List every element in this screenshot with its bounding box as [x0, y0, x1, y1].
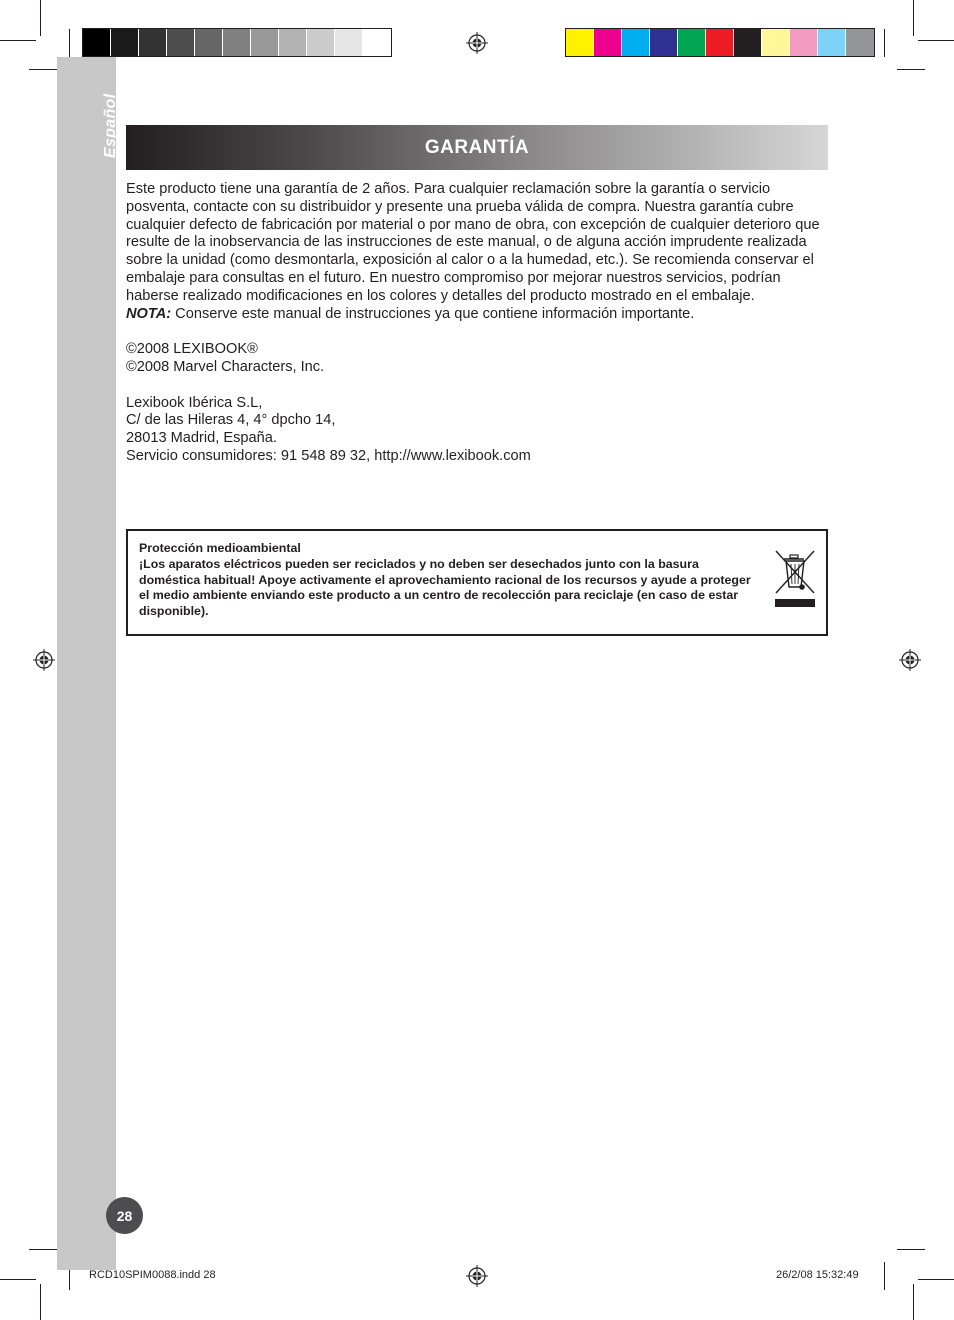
language-label: Español — [102, 93, 119, 158]
crop-mark — [0, 40, 36, 41]
color-swatch — [111, 29, 139, 56]
crop-mark — [0, 1279, 36, 1280]
crop-mark — [918, 1279, 954, 1280]
process-color-bar — [565, 28, 875, 57]
color-swatch — [566, 29, 594, 56]
warranty-body — [126, 181, 826, 466]
color-swatch — [251, 29, 279, 56]
registration-mark-icon — [466, 32, 488, 54]
color-swatch — [846, 29, 874, 56]
crop-mark — [918, 40, 954, 41]
slug-filename: RCD10SPIM0088.indd 28 — [89, 1269, 216, 1281]
address-line: C/ de las Hileras 4, 4° dpcho 14, — [126, 412, 336, 429]
address-line: Servicio consumidores: 91 548 89 32, http://www.lexibook.com — [126, 447, 531, 464]
nota-text: Conserve este manual de instrucciones ya que contiene información importante. — [171, 305, 695, 322]
registration-mark-icon — [899, 649, 921, 671]
color-swatch — [279, 29, 307, 56]
color-swatch — [790, 29, 818, 56]
crop-mark — [913, 0, 914, 36]
crossed-out-wheelie-bin-icon — [772, 549, 818, 611]
address-line: Lexibook Ibérica S.L, — [126, 394, 263, 411]
color-swatch — [706, 29, 734, 56]
color-swatch — [650, 29, 678, 56]
crop-mark — [913, 1284, 914, 1320]
color-swatch — [167, 29, 195, 56]
color-swatch — [307, 29, 335, 56]
crop-mark — [69, 29, 70, 57]
environmental-notice-title: Protección medioambiental — [139, 541, 301, 555]
crop-mark — [29, 1249, 57, 1250]
color-swatch — [734, 29, 762, 56]
color-swatch — [363, 29, 391, 56]
color-swatch — [335, 29, 363, 56]
color-swatch — [139, 29, 167, 56]
slug-timestamp: 26/2/08 15:32:49 — [776, 1269, 859, 1281]
crop-mark — [884, 1262, 885, 1290]
color-swatch — [594, 29, 622, 56]
address-line: 28013 Madrid, España. — [126, 430, 277, 447]
copyright-line: ©2008 LEXIBOOK® — [126, 341, 258, 358]
copyright-line: ©2008 Marvel Characters, Inc. — [126, 358, 325, 375]
warranty-paragraph: Este producto tiene una garantía de 2 años. Para cualquier reclamación sobre la garantía o servicio posventa, contacte con su distribuidor y presente una prueba válida de compra. Nuestra garantía cubre cualquier defecto de fabricación por material o por mano de obra, con excepción de cualquier deterioro que resulte de la inobservancia de las instrucciones de este manual, o de alguna acción imprudente realizada sobre la unidad (como desmontarla, exposición al calor o a la humedad, etc.). Se recomienda conservar el embalaje para consultas en el futuro. En nuestro compromiso por mejorar nuestros servicios, podrían haberse realizado modificaciones en los colores y detalles del producto mostrado en el embalaje. — [126, 181, 820, 304]
crop-mark — [40, 0, 41, 36]
color-swatch — [762, 29, 790, 56]
color-swatch — [223, 29, 251, 56]
section-header-banner — [126, 125, 828, 170]
grayscale-color-bar — [82, 28, 392, 57]
color-swatch — [678, 29, 706, 56]
crop-mark — [884, 29, 885, 57]
page-number: 28 — [106, 1197, 143, 1234]
crop-mark — [29, 69, 57, 70]
color-swatch — [83, 29, 111, 56]
color-swatch — [195, 29, 223, 56]
nota-label: NOTA: — [126, 305, 172, 322]
color-swatch — [622, 29, 650, 56]
language-side-band — [57, 57, 116, 1270]
crop-mark — [40, 1284, 41, 1320]
registration-mark-icon — [466, 1265, 488, 1287]
environmental-notice-body: ¡Los aparatos eléctricos pueden ser reciclados y no deben ser desechados junto con la basura doméstica habitual! Apoye activamente el aprovechamiento racional de los recursos y ayude a proteger el medio ambiente enviando este producto a un centro de recolección para reciclaje (en caso de estar disponible). — [139, 556, 751, 619]
crop-mark — [897, 1249, 925, 1250]
page-title: GARANTÍA — [424, 136, 530, 158]
environmental-notice-text — [139, 541, 759, 620]
crop-mark — [897, 69, 925, 70]
color-swatch — [818, 29, 846, 56]
registration-mark-icon — [33, 649, 55, 671]
environmental-notice-box — [126, 529, 828, 636]
nota-paragraph — [126, 306, 826, 324]
